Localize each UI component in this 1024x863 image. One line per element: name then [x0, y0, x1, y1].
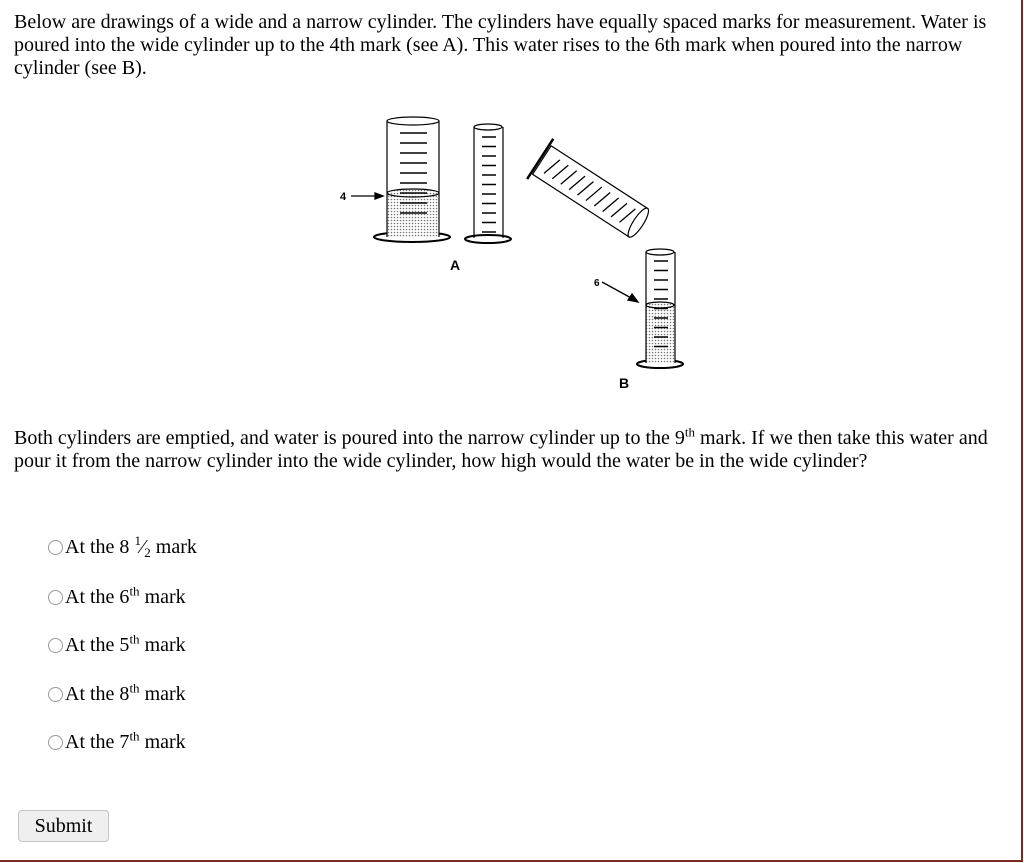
radio-button[interactable]: [48, 540, 63, 555]
arrow-b: [602, 282, 638, 302]
wide-cylinder-a: [374, 117, 450, 242]
option-7th[interactable]: [48, 728, 186, 754]
radio-button[interactable]: [48, 687, 63, 702]
option-6th[interactable]: [48, 583, 186, 609]
submit-button[interactable]: Submit: [18, 810, 109, 842]
prompt-text-rest: mark. If we then take this water and pour it from the narrow cylinder into the wide cylinder, how high would the water be in the wide cylinder?: [14, 427, 988, 472]
tilted-cylinder: [527, 139, 655, 246]
option-8-and-half[interactable]: [48, 533, 197, 561]
narrow-cylinder-b: [637, 249, 683, 368]
prompt-sup: th: [684, 424, 696, 440]
option-label: At the 5th mark: [65, 631, 186, 656]
radio-button[interactable]: [48, 590, 63, 605]
prompt-text: Both cylinders are emptied, and water is poured into the narrow cylinder up to the 9: [14, 427, 685, 449]
arrow-b-value: 6: [594, 278, 600, 289]
question-intro: Below are drawings of a wide and a narrow cylinder. The cylinders have equally spaced marks for measurement. Water is poured into the wide cylinder up to the 4th mark (see A). This water rises to the 6th mark when poured into the narrow cylinder (see B).: [14, 11, 987, 79]
arrow-a: [351, 193, 383, 199]
option-label: At the 6th mark: [65, 583, 186, 608]
option-label: At the 8th mark: [65, 680, 186, 705]
option-label: At the 8 $^1⁄_2$ mark: [65, 533, 197, 560]
option-label: At the 7th mark: [65, 728, 186, 753]
label-a: A: [450, 257, 461, 273]
radio-button[interactable]: [48, 638, 63, 653]
arrow-a-value: 4: [340, 191, 347, 203]
option-8th[interactable]: [48, 680, 186, 706]
radio-button[interactable]: [48, 735, 63, 750]
option-5th[interactable]: [48, 631, 186, 657]
question-prompt: [14, 424, 1004, 473]
narrow-cylinder: [465, 124, 511, 243]
label-b: B: [619, 375, 630, 391]
cylinders-figure: [0, 0, 1024, 420]
